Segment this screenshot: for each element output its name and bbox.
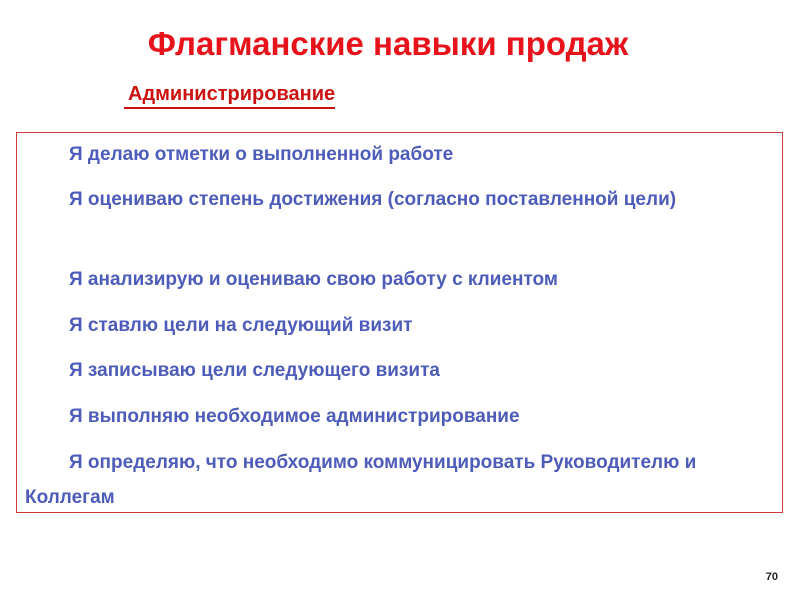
arrow-head-bullet-icon [0,445,5,466]
bullet-item [25,399,773,434]
arrow-head-bullet-icon [0,353,5,374]
slide-title: Флагманские навыки продаж [147,25,629,62]
bullet-text: Я определяю, что необходимо коммуницировать Руководителю и Коллегам [25,452,697,508]
bullet-text: Я оцениваю степень достижения (согласно поставленной цели) [69,189,677,210]
slide-subtitle: Администрирование [124,81,335,109]
arrow-head-bullet-icon [0,182,5,203]
page-number: 70 [765,571,778,583]
bullet-text: Я записываю цели следующего визита [69,360,440,381]
arrow-head-bullet-icon [0,137,5,158]
arrow-head-bullet-icon [0,399,5,420]
bullet-text: Я анализирую и оцениваю свою работу с клиентом [69,269,558,290]
bullet-item [25,262,773,297]
bullet-text: Я выполняю необходимое администрирование [69,406,520,427]
bullet-item [25,445,773,515]
bullet-text: Я ставлю цели на следующий визит [69,315,413,336]
bullet-item [25,353,773,388]
bullet-text: Я делаю отметки о выполненной работе [69,144,454,165]
arrow-head-bullet-icon [0,262,5,283]
arrow-head-bullet-icon [0,308,5,329]
bullet-item [25,137,773,172]
bullet-item [25,308,773,343]
bullet-box [16,132,783,513]
bullet-item [25,182,773,217]
